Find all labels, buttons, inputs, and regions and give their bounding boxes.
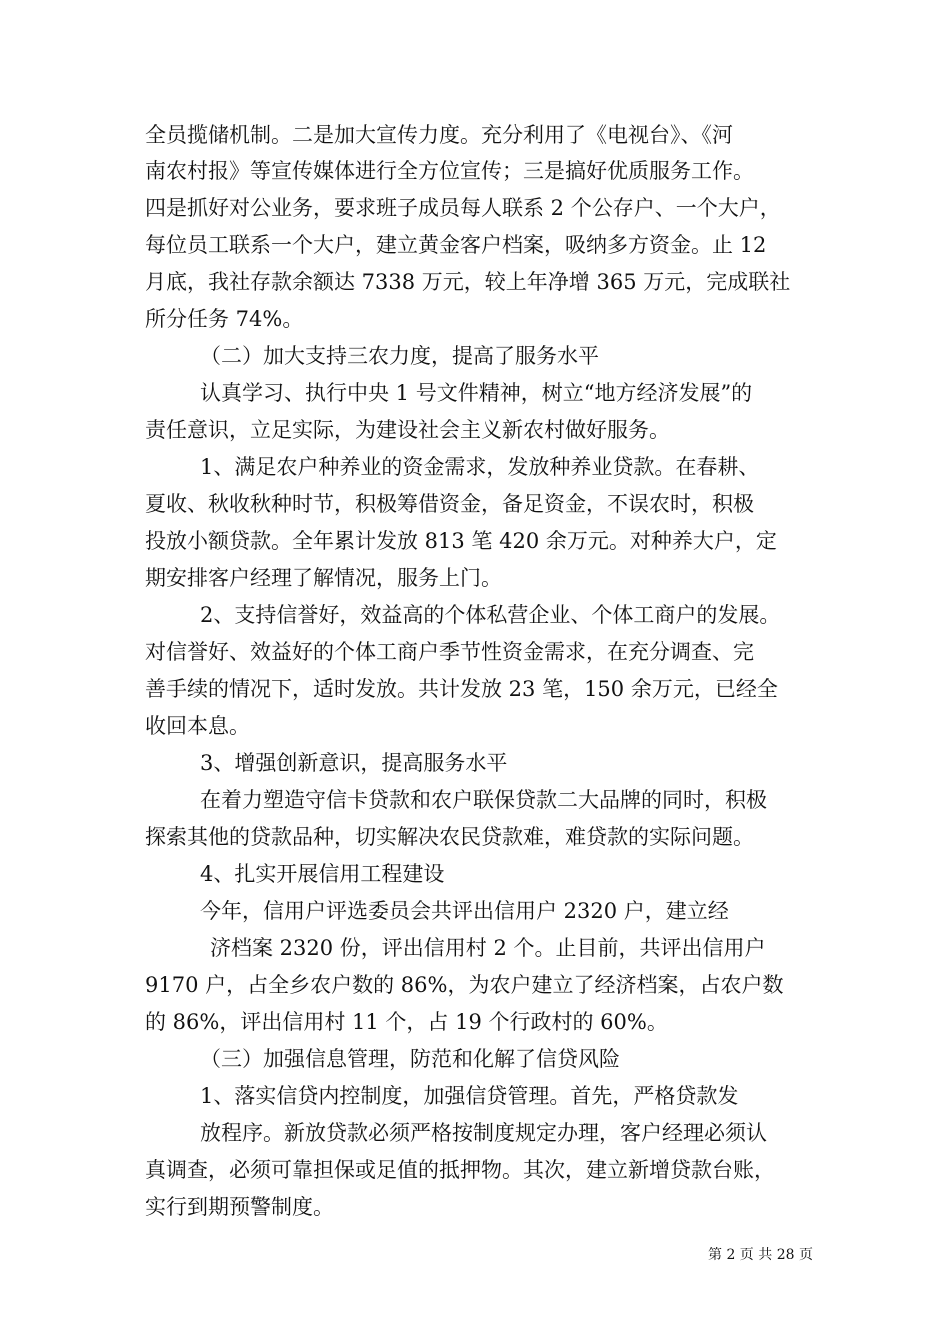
body-line: 投放小额贷款。全年累计发放 813 笔 420 余万元。对种养大户，定 (145, 529, 777, 553)
section-heading: （三）加强信息管理，防范和化解了信贷风险 (200, 1047, 620, 1071)
body-line: 实行到期预警制度。 (145, 1195, 334, 1219)
body-line: 对信誉好、效益好的个体工商户季节性资金需求，在充分调查、完 (145, 640, 754, 664)
body-line: 每位员工联系一个大户，建立黄金客户档案，吸纳多方资金。止 12 (145, 233, 767, 257)
body-line: 月底，我社存款余额达 7338 万元，较上年净增 365 万元，完成联社 (145, 270, 791, 294)
body-line: 放程序。新放贷款必须严格按制度规定办理，客户经理必须认 (200, 1121, 767, 1145)
body-line: 认真学习、执行中央 1 号文件精神，树立“地方经济发展”的 (200, 381, 753, 405)
body-line: 夏收、秋收秋种时节，积极筹借资金，备足资金，不误农时，积极 (145, 492, 754, 516)
subsection-heading: 3、增强创新意识，提高服务水平 (200, 751, 508, 775)
body-line: 的 86%，评出信用村 11 个，占 19 个行政村的 60%。 (145, 1010, 668, 1034)
page-number-footer: 第 2 页 共 28 页 (708, 1247, 813, 1263)
body-line: 责任意识，立足实际，为建设社会主义新农村做好服务。 (145, 418, 670, 442)
body-line: 1、落实信贷内控制度，加强信贷管理。首先，严格贷款发 (200, 1084, 739, 1108)
body-line: 期安排客户经理了解情况，服务上门。 (145, 566, 502, 590)
body-line: 济档案 2320 份，评出信用村 2 个。止目前，共评出信用户 (210, 936, 766, 960)
subsection-heading: 4、扎实开展信用工程建设 (200, 862, 445, 886)
body-line: 真调查，必须可靠担保或足值的抵押物。其次，建立新增贷款台账， (145, 1158, 775, 1182)
section-heading: （二）加大支持三农力度，提高了服务水平 (200, 344, 599, 368)
body-line: 2、支持信誉好，效益高的个体私营企业、个体工商户的发展。 (200, 603, 781, 627)
body-line: 四是抓好对公业务，要求班子成员每人联系 2 个公存户、一个大户， (145, 196, 781, 220)
body-line: 今年，信用户评选委员会共评出信用户 2320 户，建立经 (200, 899, 729, 923)
body-line: 1、满足农户种养业的资金需求，发放种养业贷款。在春耕、 (200, 455, 760, 479)
body-line: 探索其他的贷款品种，切实解决农民贷款难，难贷款的实际问题。 (145, 825, 754, 849)
body-line: 善手续的情况下，适时发放。共计发放 23 笔，150 余万元，已经全 (145, 677, 778, 701)
body-line: 所分任务 74%。 (145, 307, 304, 331)
body-line: 9170 户，占全乡农户数的 86%，为农户建立了经济档案，占农户数 (145, 973, 784, 997)
body-line: 全员揽储机制。二是加大宣传力度。充分利用了《电视台》、《河 (145, 123, 733, 147)
body-line: 南农村报》等宣传媒体进行全方位宣传；三是搞好优质服务工作。 (145, 159, 754, 183)
body-line: 在着力塑造守信卡贷款和农户联保贷款二大品牌的同时，积极 (200, 788, 767, 812)
body-line: 收回本息。 (145, 714, 250, 738)
